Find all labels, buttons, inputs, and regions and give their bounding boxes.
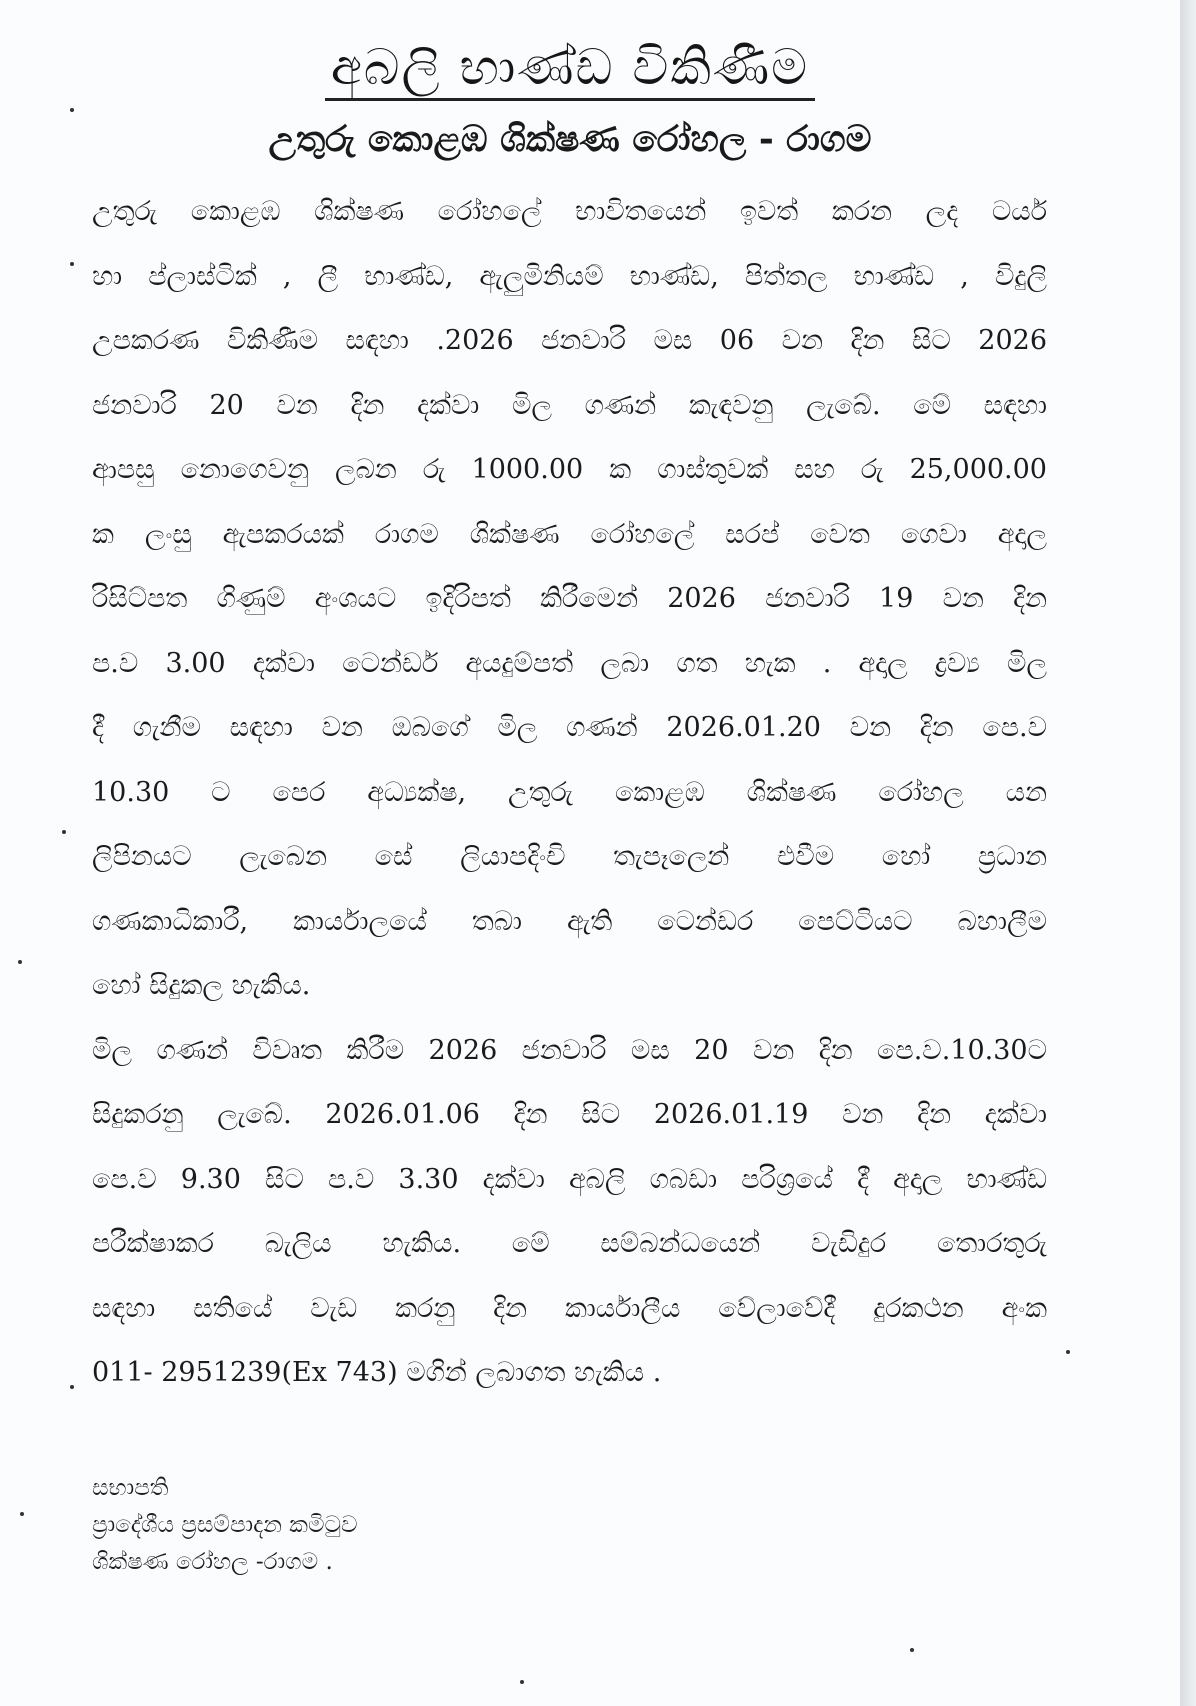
scan-speck bbox=[520, 1680, 524, 1684]
scan-speck bbox=[62, 830, 66, 834]
body-line: ක ලංසු ඇපකරයක් රාගම ශික්ෂණ රෝහලේ සරප් වෙත ගෙවා අදාල bbox=[92, 518, 1047, 550]
scan-speck bbox=[1066, 1350, 1070, 1354]
scan-speck bbox=[70, 108, 74, 112]
signature-hospital: ශික්ෂණ රෝහල -රාගම . bbox=[92, 1549, 333, 1575]
body-line: සිදුකරනු ලැබේ. 2026.01.06 දින සිට 2026.01.19 වන දින දක්වා bbox=[92, 1099, 1047, 1130]
body-line: ප.ව 3.00 දක්වා ටෙන්ඩර් අයදුම්පත් ලබා ගත හැක . අදාල ද්‍රව්‍ය මිල bbox=[92, 647, 1047, 679]
notice-subtitle: උතුරු කොළඹ ශික්ෂණ රෝහල - රාගම bbox=[268, 118, 872, 160]
body-line: ආපසු නොගෙවනු ලබන රු 1000.00 ක ගාස්තුවක් සහ රු 25,000.00 bbox=[92, 454, 1047, 485]
notice-body bbox=[92, 180, 1047, 1406]
body-line: උතුරු කොළඹ ශික්ෂණ රෝහලේ භාවිතයෙන් ඉවත් කරන ලද ටයර් bbox=[92, 196, 1047, 227]
notice-title: අබලි භාණ්ඩ විකිණීම bbox=[0, 38, 1140, 97]
body-line: ජනවාරි 20 වන දින දක්වා මිල ගණන් කැඳවනු ලැබේ. මේ සඳහා bbox=[92, 389, 1047, 421]
body-line: පරීක්ෂාකර බැලිය හැකිය. මේ සම්බන්ධයෙන් වැඩිදුර තොරතුරු bbox=[92, 1228, 1047, 1259]
body-line: මිල ගණන් විවෘත කිරීම 2026 ජනවාරි මස 20 වන දින පෙ.ව.10.30ට bbox=[92, 1034, 1047, 1066]
scan-speck bbox=[70, 1385, 74, 1389]
body-line: 10.30 ට පෙර අධ්‍යක්ෂ, උතුරු කොළඹ ශික්ෂණ රෝහල යන bbox=[92, 776, 1047, 808]
scan-speck bbox=[910, 1648, 914, 1652]
body-line: ලිපිනයට ලැබෙන සේ ලියාපදිංචි තැපෑලෙන් එවීම හෝ ප්‍රධාන bbox=[92, 841, 1047, 872]
signature-title: සභාපති bbox=[92, 1475, 169, 1501]
scan-speck bbox=[70, 262, 74, 266]
body-line: පෙ.ව 9.30 සිට ප.ව 3.30 දක්වා අබලි ගබඩා පරිශ්‍රයේ දී අදාල භාණ්ඩ bbox=[92, 1163, 1047, 1195]
signature-committee: ප්‍රාදේශීය ප්‍රසම්පාදන කමිටුව bbox=[92, 1512, 358, 1538]
body-line: උපකරණ විකිණීම සඳහා .2026 ජනවාරි මස 06 වන දින සිට 2026 bbox=[92, 325, 1047, 356]
scan-speck bbox=[18, 960, 22, 964]
body-line: ගණකාධිකාරී, කාර්යාලයේ තබා ඇති ටෙන්ඩර පෙට්ටියට බහාලීම bbox=[92, 905, 1047, 937]
body-line: රිසිට්පත ගිණුම් අංශයට ඉදිරිපත් කිරීමෙන් 2026 ජනවාරි 19 වන දින bbox=[92, 583, 1047, 614]
body-line: හා ප්ලාස්ටික් , ලී භාණ්ඩ, ඇලුමිනියම් භාණ්ඩ, පිත්තල භාණ්ඩ , විදුලි bbox=[92, 260, 1047, 292]
body-line: හෝ සිදුකල හැකිය. bbox=[92, 970, 311, 1001]
body-line: දී ගැනීම සඳහා වන ඔබගේ මිල ගණන් 2026.01.20 වන දින පෙ.ව bbox=[92, 712, 1047, 743]
paper-edge-shadow bbox=[1180, 0, 1196, 1706]
signature-block bbox=[92, 1470, 358, 1581]
body-line: 011- 2951239(Ex 743) මගින් ලබාගත හැකිය . bbox=[92, 1357, 662, 1388]
scan-speck bbox=[20, 1512, 24, 1516]
body-line: සඳහා සතියේ වැඩ කරනු දින කාර්යාලීය වේලාවේදී දුරකථන අංක bbox=[92, 1292, 1047, 1324]
